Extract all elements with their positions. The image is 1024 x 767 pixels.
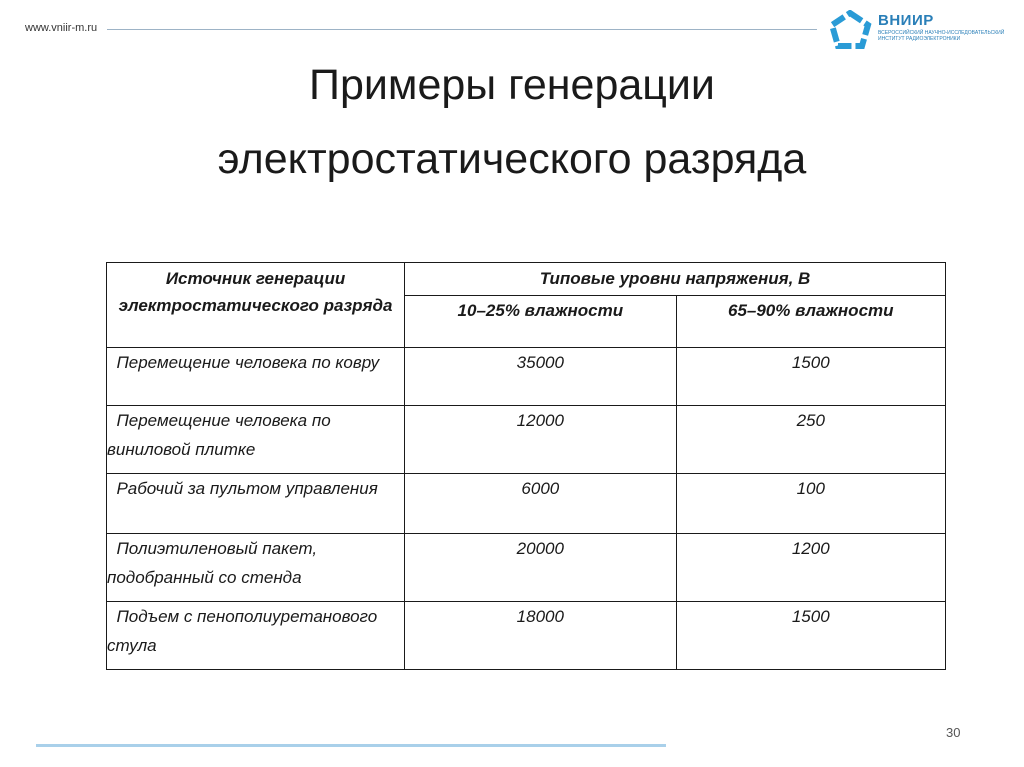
table-row — [107, 534, 946, 602]
page-number: 30 — [946, 725, 961, 740]
row-low-value: 20000 — [405, 534, 676, 602]
row-source: Перемещение человека по виниловой плитке — [107, 406, 405, 474]
row-low-value: 18000 — [405, 602, 676, 670]
header-voltage-group: Типовые уровни напряжения, В — [405, 263, 946, 296]
row-high-value: 1500 — [676, 348, 945, 406]
header-low-humidity: 10–25% влажности — [405, 296, 676, 348]
esd-voltage-table — [106, 262, 946, 670]
row-high-value: 1200 — [676, 534, 945, 602]
bottom-divider — [36, 744, 666, 747]
row-source: Полиэтиленовый пакет, подобранный со стенда — [107, 534, 405, 602]
pentagon-logo-icon — [828, 10, 872, 50]
table-row — [107, 406, 946, 474]
row-source: Подъем с пенополиуретанового стула — [107, 602, 405, 670]
site-url[interactable]: www.vniir-m.ru — [25, 22, 98, 34]
row-high-value: 100 — [676, 474, 945, 534]
title-line-1: Примеры генерации — [309, 61, 715, 109]
logo-subtitle: ВСЕРОССИЙСКИЙ НАУЧНО-ИССЛЕДОВАТЕЛЬСКИЙ ИНСТИТУТ РАДИОЭЛЕКТРОНИКИ — [878, 30, 1005, 42]
vniir-logo — [828, 10, 1018, 50]
row-high-value: 250 — [676, 406, 945, 474]
row-low-value: 35000 — [405, 348, 676, 406]
page-title — [60, 48, 964, 196]
table-row — [107, 474, 946, 534]
title-line-2: электростатического разряда — [217, 135, 807, 183]
row-low-value: 6000 — [405, 474, 676, 534]
header-source: Источник генерации электростатического разряда — [107, 263, 405, 348]
row-high-value: 1500 — [676, 602, 945, 670]
row-low-value: 12000 — [405, 406, 676, 474]
table-row — [107, 602, 946, 670]
logo-name: ВНИИР — [878, 12, 934, 29]
row-source: Рабочий за пультом управления — [107, 474, 405, 534]
table-row — [107, 348, 946, 406]
header-high-humidity: 65–90% влажности — [676, 296, 945, 348]
row-source: Перемещение человека по ковру — [107, 348, 405, 406]
top-divider — [107, 29, 817, 30]
